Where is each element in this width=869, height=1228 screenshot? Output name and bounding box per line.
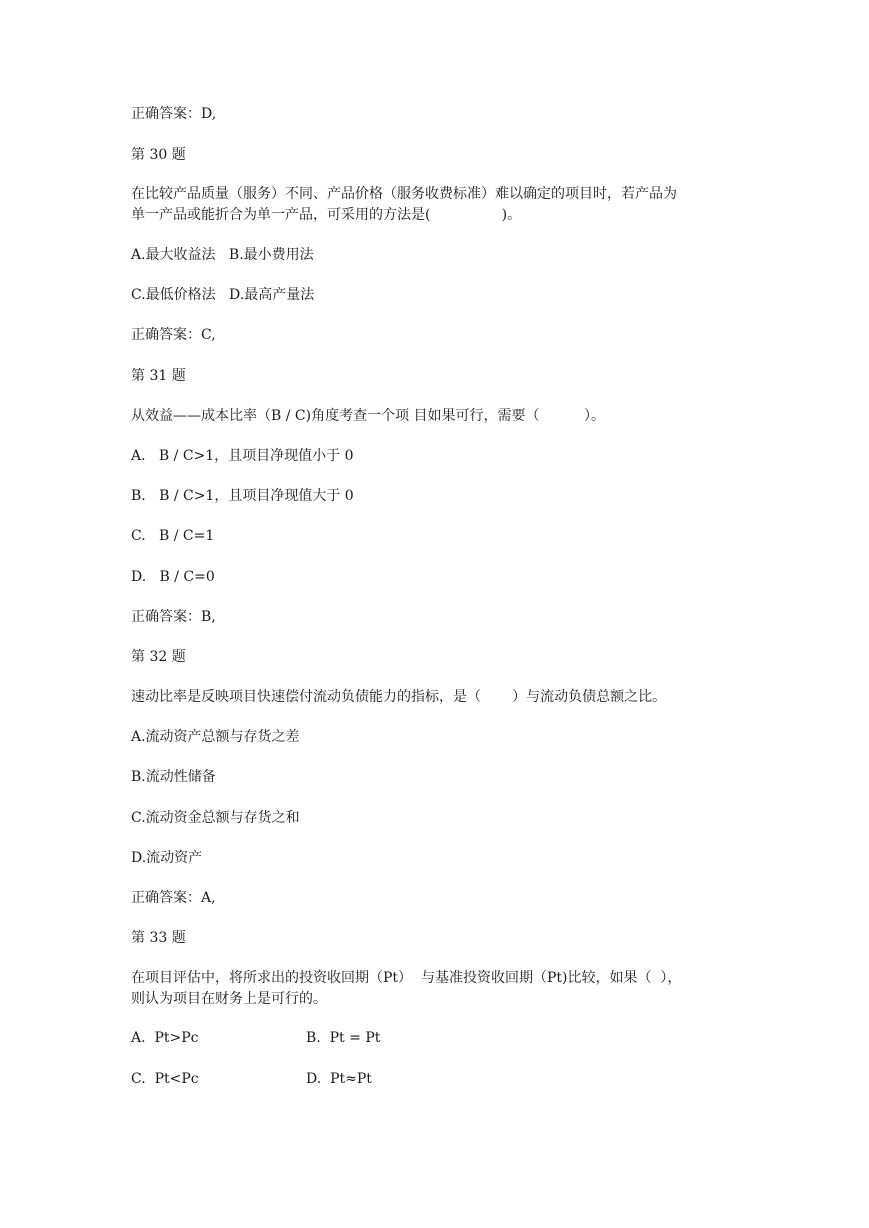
answer-line: 正确答案：D, [131,106,217,122]
option-line: A. B / C>1，且项目净现值小于 0 [131,448,354,464]
question-number: 第 30 题 [131,147,186,163]
question-text: 则认为项目在财务上是可行的。 [131,991,327,1007]
option-line: D.流动资产 [131,850,203,866]
question-text: 在比较产品质量（服务）不同、产品价格（服务收费标准）难以确定的项目时，若产品为 [131,186,677,202]
option-line: C.最低价格法 D.最高产量法 [131,287,315,303]
option-line: A.最大收益法 B.最小费用法 [131,247,314,263]
option-line: C. B / C=1 [131,528,215,544]
question-text: 速动比率是反映项目快速偿付流动负债能力的指标，是（ ）与流动负债总额之比。 [131,689,667,705]
answer-line: 正确答案：A, [131,890,216,906]
option-line: B.流动性储备 [131,769,216,785]
option-line: B. B / C>1，且项目净现值大于 0 [131,488,354,504]
option-line: A.流动资产总额与存货之差 [131,729,300,745]
question-number: 第 33 题 [131,930,186,946]
answer-line: 正确答案：C, [131,327,216,343]
answer-line: 正确答案：B, [131,609,216,625]
question-text: 从效益——成本比率（B / C)角度考查一个项 目如果可行，需要（ ）。 [131,408,606,424]
option-line: D. B / C=0 [131,569,215,585]
option-right: B. Pt = Pt [306,1030,381,1046]
option-left: A. Pt>Pc [131,1030,199,1046]
question-text: 在项目评估中，将所求出的投资收回期（Pt） 与基准投资收回期（Pt)比较，如果（ ）， [131,970,682,986]
question-text: 单一产品或能折合为单一产品，可采用的方法是( )。 [131,207,522,223]
option-line: C.流动资金总额与存货之和 [131,810,300,826]
option-right: D. Pt≈Pt [306,1071,372,1087]
option-left: C. Pt<Pc [131,1071,199,1087]
question-number: 第 32 题 [131,649,186,665]
question-number: 第 31 题 [131,368,186,384]
